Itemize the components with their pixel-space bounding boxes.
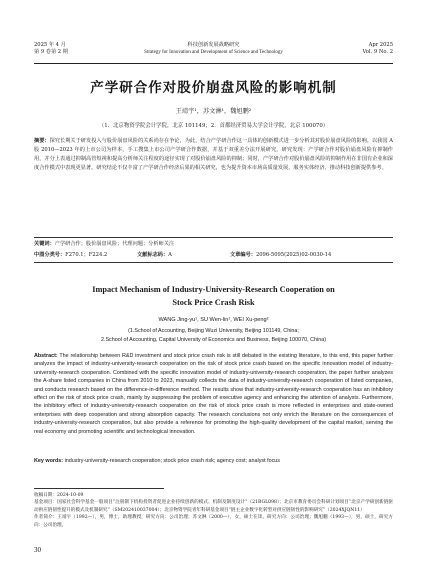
keywords-en-text: industry-university-research cooperation; stock price crash risk; agency cost; analyst focus bbox=[64, 458, 280, 464]
article-title-cn: 产学研合作对股价崩盘风险的影响机制 bbox=[90, 80, 337, 96]
affiliation-en bbox=[0, 327, 427, 344]
header-volume-cn: 第 9 卷第 2 期 bbox=[34, 49, 68, 55]
keywords-en bbox=[34, 457, 393, 465]
abstract-cn bbox=[34, 137, 393, 173]
footnote-received: 收稿日期：2024-10-09 bbox=[34, 493, 84, 498]
header-center bbox=[34, 42, 393, 56]
keywords-cn-text: 产学研合作；股价崩盘风险；代理问题；分析师关注 bbox=[54, 241, 175, 247]
abstract-cn-label: 摘要： bbox=[34, 138, 50, 144]
doc-code-label: 文献标志码： bbox=[137, 252, 169, 258]
keywords-cn-label: 关键词： bbox=[34, 241, 55, 247]
clc-value: F270.1；F224.2 bbox=[65, 252, 108, 258]
doc-code-field bbox=[137, 251, 172, 259]
authors-cn: 王靖宇¹，苏文淋¹，魏旭鹏² bbox=[175, 108, 252, 115]
affiliation-en-1: (1.School of Accounting, Beijing Wuzi University, Beijing 101149, China; bbox=[128, 328, 299, 334]
journal-name-en: Strategy for Innovation and Development of Science and Technology bbox=[144, 50, 283, 55]
article-no-value: 2096-5095(2025)02-0030-14 bbox=[255, 252, 332, 258]
affiliation-en-2: 2.School of Accounting, Capital University of Economics and Business, Beijing 100070, China) bbox=[100, 336, 327, 343]
article-title-en-line2: Stock Price Crash Risk bbox=[172, 298, 255, 307]
abstract-cn-text: 探究长期关于研发投入与股价崩盘风险的关系尚存在争论，为此，结合产学研合作这一具体的创新模式进一步分析其对股价崩盘风险的影响。以我国 A 股 2010—2023 年的上市公司为样本，手工搜集上市公司产学研合作数据，并基于双重差分法开展研究。研究发现：产学研合作对股价崩盘风险有抑制作用，并分上表通过抑制高管短视和提高分析师关注程度的途径实现了对股价崩盘风险的抑制；同时，产学研合作对股价崩盘风险的抑制作用在非国有企业和深度合作模式中表现更显著。研究结论不仅丰富了产学研合作经济后果的相关研究，也为提升资本市场高质量发展，服务实体经济、推动科技创新提供参考。 bbox=[34, 138, 393, 171]
abstract-en-label: Abstract: bbox=[34, 353, 58, 359]
journal-name-cn: 科技创新发展战略研究 bbox=[187, 42, 240, 48]
article-no-field bbox=[230, 251, 331, 259]
footnote-funding: 基金项目：国家社会科学基金一般项目“注册制下机构投资者促进企业持续创新的模式、机制及制度设计”（21BGL098）；北京市教育委员会科研计划项目“北京产学研创新链驱动供应链韧性提升的模式及机制研究”（SM202410037004）；北京物资学院青年科研基金项目“链主企业数字化转型对供应链韧性的影响研究”（2024XJQN11） bbox=[34, 500, 393, 513]
header-date: 2025 年 4 月 bbox=[34, 42, 66, 48]
clc-label: 中图分类号： bbox=[34, 252, 66, 258]
abstract-en-text: The relationship between R&D investment and stock price crash risk is still debated in the existing literature, to this end, this paper further analyzes the impact of industry-university-research cooperation on the risk of stock price crash based on the specific innovation model of industry-university-research cooperation. Combined with the specific innovation model of industry-university-research cooperation, the paper further analyzes the A-share listed companies in China from 2010 to 2023, manually collects the data of industry-university-research cooperation of listed companies, and conducts research based on the difference-in-difference method. The results show that industry-university-research cooperation has an inhibitory effect on the risk of stock price crash, mainly by suppressing the problem of executive agency and enhancing the attention of analysts. Furthermore, the inhibitory effect of industry-university-research cooperation on the risk of stock price crash is more reflected in enterprises and state-owned enterprises with deep cooperation and strong absorption capacity. The research conclusions not only enrich the literature on the consequences of industry-university-research cooperation, but also provide a reference for promoting the high-quality development of the capital market, serving the real economy and promoting scientific and technological innovation. bbox=[34, 353, 393, 435]
doc-code-value: A bbox=[168, 252, 172, 258]
keywords-cn bbox=[34, 240, 393, 248]
keywords-top-rule bbox=[34, 237, 393, 238]
header-rule bbox=[34, 63, 393, 64]
keywords-en-label: Key words: bbox=[34, 458, 64, 464]
clc-field bbox=[34, 251, 107, 259]
footnotes bbox=[34, 492, 393, 529]
footnote-rule bbox=[34, 488, 164, 489]
article-no-label: 文章编号： bbox=[230, 252, 256, 258]
authors-en: WANG Jing-yu¹, SU Wen-lin¹, WEI Xu-peng² bbox=[158, 317, 269, 323]
keywords-bottom-rule bbox=[34, 262, 393, 263]
abstract-en bbox=[34, 352, 393, 436]
affiliation-cn: （1．北京物资学院会计学院，北京 101149；2．首都经济贸易大学会计学院，北京 100070） bbox=[98, 123, 329, 129]
header-volume-en: Vol. 9 No. 2 bbox=[362, 49, 393, 55]
header-right bbox=[363, 42, 393, 56]
page-number: 30 bbox=[34, 546, 41, 554]
footnote-authors: 作者简介：王靖宇（1992—），男，博士，助理教授，研究方向：公司治理；苏文淋（2000—），女，硕士在读，研究方向：公司治理；魏旭鹏（1993—），男，硕士，研究方向：公司治理。 bbox=[34, 515, 393, 528]
article-title-en-line1: Impact Mechanism of Industry-University-Research Cooperation on bbox=[92, 285, 335, 294]
article-title-en bbox=[0, 283, 427, 309]
header-date-en: Apr 2025 bbox=[368, 42, 393, 48]
running-header bbox=[34, 42, 393, 62]
